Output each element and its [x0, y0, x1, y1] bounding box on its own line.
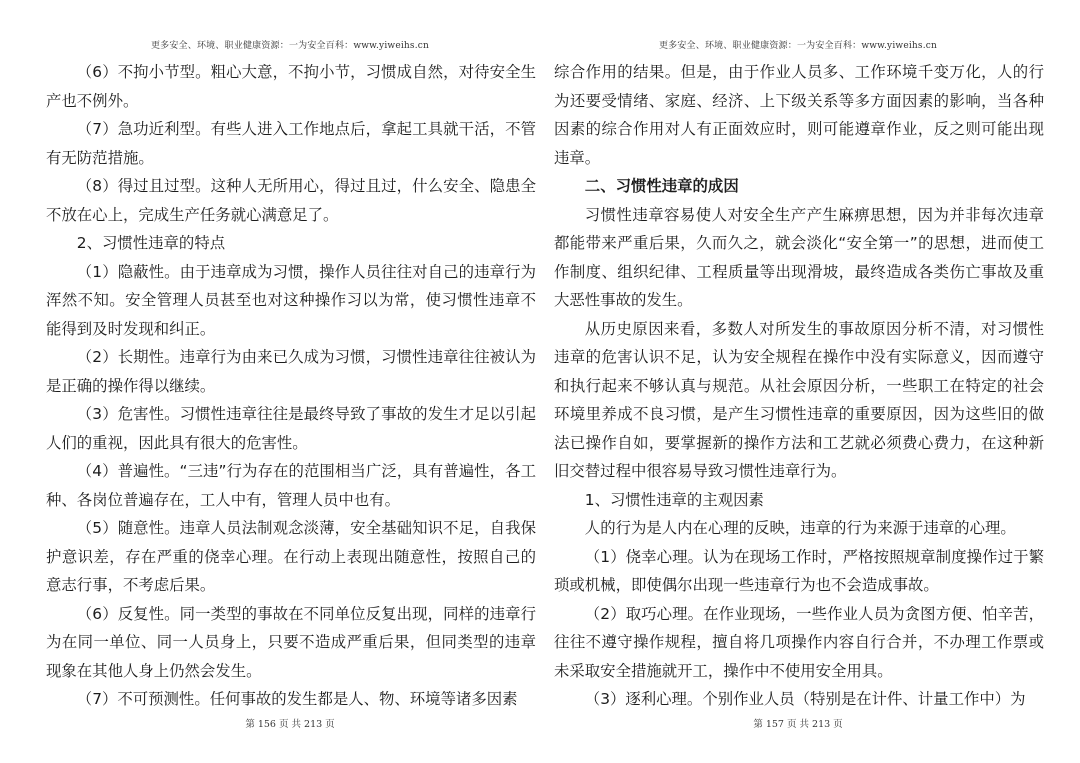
paragraph: 综合作用的结果。但是，由于作业人员多、工作环境千变万化，人的行为还要受情绪、家庭、经济、上下级关系等多方面因素的影响，当各种因素的综合作用对人有正面效应时，则可能遵章作业，反之则可能出现违章。	[554, 63, 1044, 167]
paragraph: （7）急功近利型。有些人进入工作地点后，拿起工具就干活，不管有无防范措施。	[46, 120, 536, 167]
paragraph: （4）普遍性。“三违”行为存在的范围相当广泛，具有普遍性，各工种、各岗位普遍存在，工人中有，管理人员中也有。	[46, 462, 536, 509]
paragraph: 人的行为是人内在心理的反映，违章的行为来源于违章的心理。	[584, 519, 1016, 537]
page-footer: 第 157 页 共 213 页	[753, 719, 843, 730]
left-page	[40, 0, 540, 763]
paragraph: （3）逐利心理。个别作业人员（特别是在计件、计量工作中）为	[584, 690, 1026, 708]
paragraph: 习惯性违章容易使人对安全生产产生麻痹思想，因为并非每次违章都能带来严重后果，久而久之，就会淡化“安全第一”的思想，进而使工作制度、组织纪律、工程质量等出现滑坡，最终造成各类伤亡事故及重大恶性事故的发生。	[554, 205, 1044, 309]
paragraph: 2、习惯性违章的特点	[76, 234, 226, 252]
page-footer: 第 156 页 共 213 页	[245, 719, 335, 730]
paragraph: （8）得过且过型。这种人无所用心，得过且过，什么安全、隐患全不放在心上，完成生产任务就心满意足了。	[46, 177, 536, 224]
paragraph: （6）反复性。同一类型的事故在不同单位反复出现，同样的违章行为在同一单位、同一人员身上，只要不造成严重后果，但同类型的违章现象在其他人身上仍然会发生。	[46, 604, 536, 680]
page-body	[46, 58, 536, 714]
paragraph: （2）取巧心理。在作业现场，一些作业人员为贪图方便、怕辛苦，往往不遵守操作规程，擅自将几项操作内容自行合并，不办理工作票或未采取安全措施就开工，操作中不使用安全用具。	[554, 604, 1044, 680]
paragraph: （5）随意性。违章人员法制观念淡薄，安全基础知识不足，自我保护意识差，存在严重的侥幸心理。在行动上表现出随意性，按照自己的意志行事，不考虑后果。	[46, 519, 536, 594]
paragraph: （1）隐蔽性。由于违章成为习惯，操作人员往往对自己的违章行为浑然不知。安全管理人员甚至也对这种操作习以为常，使习惯性违章不能得到及时发现和纠正。	[46, 262, 536, 338]
page-header: 更多安全、环境、职业健康资源：一为安全百科：www.yiweihs.cn	[658, 41, 938, 51]
paragraph: （2）长期性。违章行为由来已久成为习惯，习惯性违章往往被认为是正确的操作得以继续。	[46, 348, 536, 395]
page-body	[554, 58, 1044, 714]
paragraph: （6）不拘小节型。粗心大意，不拘小节，习惯成自然，对待安全生产也不例外。	[46, 63, 536, 110]
paragraph: （7）不可预测性。任何事故的发生都是人、物、环境等诸多因素	[76, 690, 518, 708]
right-page	[548, 0, 1048, 763]
section-heading: 二、习惯性违章的成因	[584, 177, 739, 195]
paragraph: （1）侥幸心理。认为在现场工作时，严格按照规章制度操作过于繁琐或机械，即使偶尔出现一些违章行为也不会造成事故。	[554, 547, 1044, 594]
page-header: 更多安全、环境、职业健康资源：一为安全百科：www.yiweihs.cn	[150, 41, 430, 51]
paragraph: 1、习惯性违章的主观因素	[584, 490, 764, 509]
paragraph: （3）危害性。习惯性违章往往是最终导致了事故的发生才足以引起人们的重视，因此具有很大的危害性。	[46, 405, 536, 452]
paragraph: 从历史原因来看，多数人对所发生的事故原因分析不清，对习惯性违章的危害认识不足，认为安全规程在操作中没有实际意义，因而遵守和执行起来不够认真与规范。从社会原因分析，一些职工在特定的社会环境里养成不良习惯，是产生习惯性违章的重要原因，因为这些旧的做法已操作自如，要掌握新的操作方法和工艺就必须费心费力，在这种新旧交替过程中很容易导致习惯性违章行为。	[554, 319, 1044, 480]
